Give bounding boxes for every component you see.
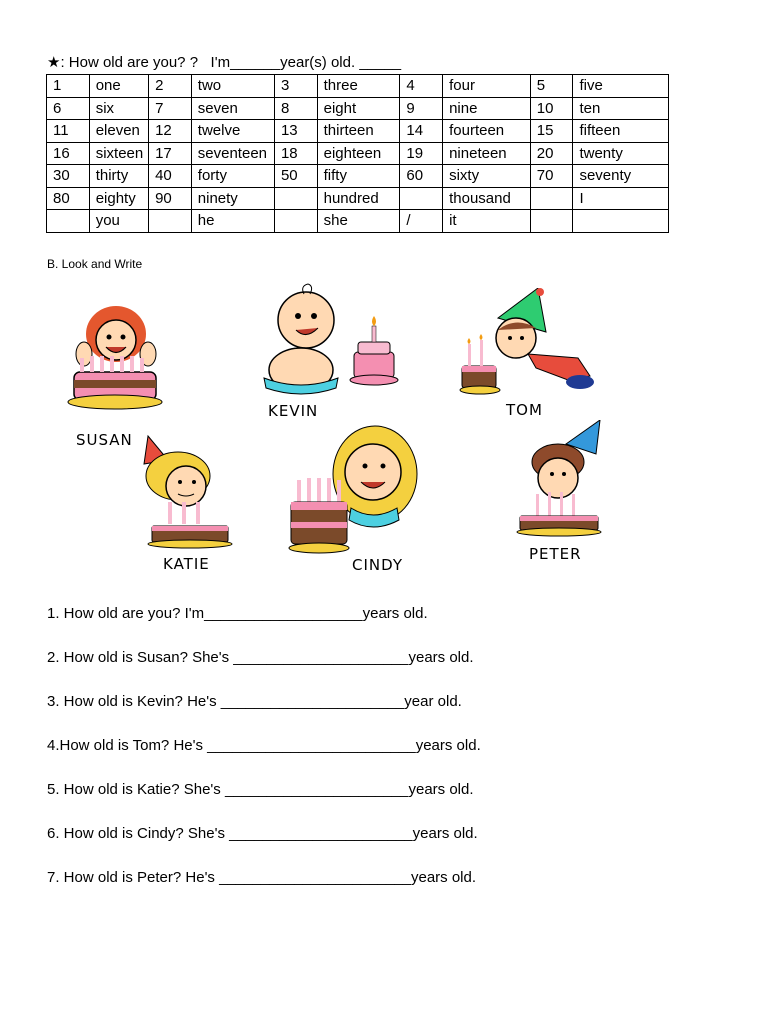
word-cell: fourteen bbox=[443, 120, 531, 143]
question-line: 6. How old is Cindy? She's ______________________years old. bbox=[47, 825, 478, 842]
word-cell: twenty bbox=[573, 142, 669, 165]
susan-birthday-illustration bbox=[66, 292, 166, 432]
number-cell bbox=[149, 210, 192, 233]
word-cell: eighteen bbox=[317, 142, 400, 165]
katie-birthday-illustration bbox=[138, 434, 238, 558]
peter-birthday-illustration bbox=[514, 420, 604, 544]
word-cell: it bbox=[443, 210, 531, 233]
number-cell: 8 bbox=[274, 97, 317, 120]
table-row bbox=[47, 187, 669, 210]
word-cell: ten bbox=[573, 97, 669, 120]
worksheet-header bbox=[47, 53, 401, 71]
number-table bbox=[46, 74, 669, 233]
word-cell: seventy bbox=[573, 165, 669, 188]
word-cell bbox=[573, 210, 669, 233]
word-cell: nine bbox=[443, 97, 531, 120]
number-cell: 30 bbox=[47, 165, 90, 188]
character-name: SUSAN bbox=[76, 431, 133, 449]
word-cell: I bbox=[573, 187, 669, 210]
word-cell: seventeen bbox=[191, 142, 274, 165]
word-cell: forty bbox=[191, 165, 274, 188]
number-cell bbox=[274, 187, 317, 210]
question-line: 7. How old is Peter? He's _______________________years old. bbox=[47, 869, 477, 886]
table-row bbox=[47, 210, 669, 233]
number-cell: 11 bbox=[47, 120, 90, 143]
header-question: : How old are you? bbox=[60, 54, 190, 71]
header-blank: _____ bbox=[359, 54, 402, 71]
number-cell: 60 bbox=[400, 165, 443, 188]
number-cell: 40 bbox=[149, 165, 192, 188]
word-cell: sixty bbox=[443, 165, 531, 188]
word-cell: three bbox=[317, 75, 400, 98]
question-line: 1. How old are you? I'm___________________years old. bbox=[47, 605, 428, 622]
word-cell: two bbox=[191, 75, 274, 98]
word-cell: eighty bbox=[89, 187, 148, 210]
number-cell: 70 bbox=[530, 165, 573, 188]
number-cell: 4 bbox=[400, 75, 443, 98]
number-cell: 50 bbox=[274, 165, 317, 188]
question-line: 2. How old is Susan? She's _____________________years old. bbox=[47, 649, 474, 666]
number-cell bbox=[530, 187, 573, 210]
character-name: KATIE bbox=[163, 555, 210, 573]
table-row bbox=[47, 142, 669, 165]
number-cell: 13 bbox=[274, 120, 317, 143]
question-line: 4.How old is Tom? He's _________________________years old. bbox=[47, 737, 481, 754]
number-cell: 9 bbox=[400, 97, 443, 120]
tom-birthday-illustration bbox=[458, 288, 603, 406]
word-cell: one bbox=[89, 75, 148, 98]
word-cell: hundred bbox=[317, 187, 400, 210]
table-row bbox=[47, 75, 669, 98]
word-cell: thirteen bbox=[317, 120, 400, 143]
number-cell: 10 bbox=[530, 97, 573, 120]
number-cell: 18 bbox=[274, 142, 317, 165]
word-cell: ninety bbox=[191, 187, 274, 210]
question-line: 5. How old is Katie? She's ______________________years old. bbox=[47, 781, 474, 798]
table-row bbox=[47, 97, 669, 120]
section-b-title: B. Look and Write bbox=[47, 257, 143, 271]
number-cell: 1 bbox=[47, 75, 90, 98]
kevin-birthday-illustration bbox=[256, 282, 401, 402]
character-name: KEVIN bbox=[268, 402, 319, 420]
number-cell: 12 bbox=[149, 120, 192, 143]
character-name: CINDY bbox=[352, 556, 404, 574]
number-cell: 20 bbox=[530, 142, 573, 165]
character-name: TOM bbox=[506, 401, 543, 419]
word-cell: five bbox=[573, 75, 669, 98]
word-cell: seven bbox=[191, 97, 274, 120]
word-cell: fifteen bbox=[573, 120, 669, 143]
number-cell: 6 bbox=[47, 97, 90, 120]
number-cell: 5 bbox=[530, 75, 573, 98]
header-answer: ? I'm______year(s) old. bbox=[189, 54, 360, 71]
word-cell: he bbox=[191, 210, 274, 233]
number-cell: 80 bbox=[47, 187, 90, 210]
word-cell: she bbox=[317, 210, 400, 233]
number-cell: 3 bbox=[274, 75, 317, 98]
number-cell: 2 bbox=[149, 75, 192, 98]
number-cell: / bbox=[400, 210, 443, 233]
number-cell: 19 bbox=[400, 142, 443, 165]
number-cell: 15 bbox=[530, 120, 573, 143]
table-row bbox=[47, 120, 669, 143]
word-cell: eleven bbox=[89, 120, 148, 143]
word-cell: thousand bbox=[443, 187, 531, 210]
number-cell: 7 bbox=[149, 97, 192, 120]
number-cell bbox=[47, 210, 90, 233]
word-cell: eight bbox=[317, 97, 400, 120]
number-cell bbox=[530, 210, 573, 233]
number-cell: 16 bbox=[47, 142, 90, 165]
word-cell: fifty bbox=[317, 165, 400, 188]
star-icon: ★ bbox=[47, 54, 61, 71]
character-name: PETER bbox=[529, 545, 582, 563]
word-cell: six bbox=[89, 97, 148, 120]
number-cell: 14 bbox=[400, 120, 443, 143]
number-cell bbox=[274, 210, 317, 233]
cindy-birthday-illustration bbox=[287, 416, 423, 562]
word-cell: you bbox=[89, 210, 148, 233]
number-cell: 90 bbox=[149, 187, 192, 210]
word-cell: thirty bbox=[89, 165, 148, 188]
word-cell: twelve bbox=[191, 120, 274, 143]
number-cell: 17 bbox=[149, 142, 192, 165]
table-row bbox=[47, 165, 669, 188]
word-cell: sixteen bbox=[89, 142, 148, 165]
question-line: 3. How old is Kevin? He's ______________________year old. bbox=[47, 693, 462, 710]
word-cell: nineteen bbox=[443, 142, 531, 165]
word-cell: four bbox=[443, 75, 531, 98]
number-cell bbox=[400, 187, 443, 210]
